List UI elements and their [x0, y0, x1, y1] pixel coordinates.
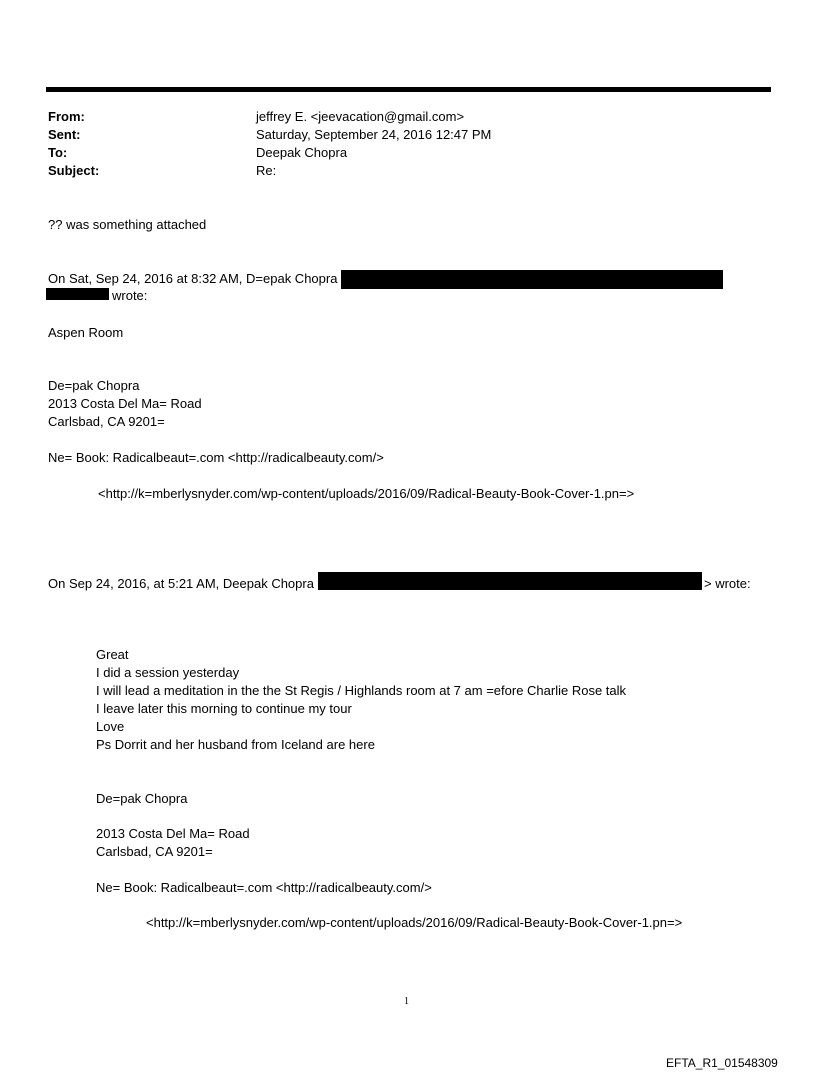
quoted-line: Love	[96, 719, 125, 734]
quote1-intro: On Sat, Sep 24, 2016 at 8:32 AM, D=epak Chopra	[48, 271, 338, 286]
to-label: To:	[48, 145, 68, 160]
sent-value: Saturday, September 24, 2016 12:47 PM	[256, 127, 492, 142]
subject-value: Re:	[256, 163, 277, 178]
quote2-wrote: > wrote:	[704, 576, 751, 591]
signature-name: De=pak Chopra	[96, 791, 188, 806]
header-rule	[46, 87, 771, 92]
quote2-intro: On Sep 24, 2016, at 5:21 AM, Deepak Chopra	[48, 576, 314, 591]
from-value: jeffrey E. <jeevacation@gmail.com>	[256, 109, 465, 124]
signature-address-line1: 2013 Costa Del Ma= Road	[96, 826, 250, 841]
quote1-wrote: wrote:	[112, 288, 148, 303]
signature-name: De=pak Chopra	[48, 378, 140, 393]
book-cover-link: <http://k=mberlysnyder.com/wp-content/uploads/2016/09/Radical-Beauty-Book-Cover-1.pn=>	[98, 486, 635, 501]
from-label: From:	[48, 109, 85, 124]
reply-text: ?? was something attached	[48, 217, 207, 232]
signature-address-line2: Carlsbad, CA 9201=	[96, 844, 213, 859]
signature-address-line1: 2013 Costa Del Ma= Road	[48, 396, 202, 411]
book-link-line: Ne= Book: Radicalbeaut=.com <http://radicalbeauty.com/>	[48, 450, 384, 465]
page-number: 1	[404, 996, 409, 1007]
quoted-line: Great	[96, 647, 129, 662]
redaction-bar	[46, 288, 109, 300]
redaction-bar	[318, 572, 702, 590]
document-id: EFTA_R1_01548309	[666, 1056, 778, 1070]
signature-address-line2: Carlsbad, CA 9201=	[48, 414, 165, 429]
book-cover-link: <http://k=mberlysnyder.com/wp-content/uploads/2016/09/Radical-Beauty-Book-Cover-1.pn=>	[146, 915, 683, 930]
to-value: Deepak Chopra	[256, 145, 348, 160]
book-link-line: Ne= Book: Radicalbeaut=.com <http://radicalbeauty.com/>	[96, 880, 432, 895]
quoted-line: I did a session yesterday	[96, 665, 240, 680]
quoted-line: Ps Dorrit and her husband from Iceland are here	[96, 737, 375, 752]
subject-label: Subject:	[48, 163, 100, 178]
quoted-line: I leave later this morning to continue my tour	[96, 701, 352, 716]
redaction-bar	[341, 270, 723, 289]
sent-label: Sent:	[48, 127, 81, 142]
aspen-room-text: Aspen Room	[48, 325, 124, 340]
quoted-line: I will lead a meditation in the the St Regis / Highlands room at 7 am =efore Charlie Rose talk	[96, 683, 627, 698]
